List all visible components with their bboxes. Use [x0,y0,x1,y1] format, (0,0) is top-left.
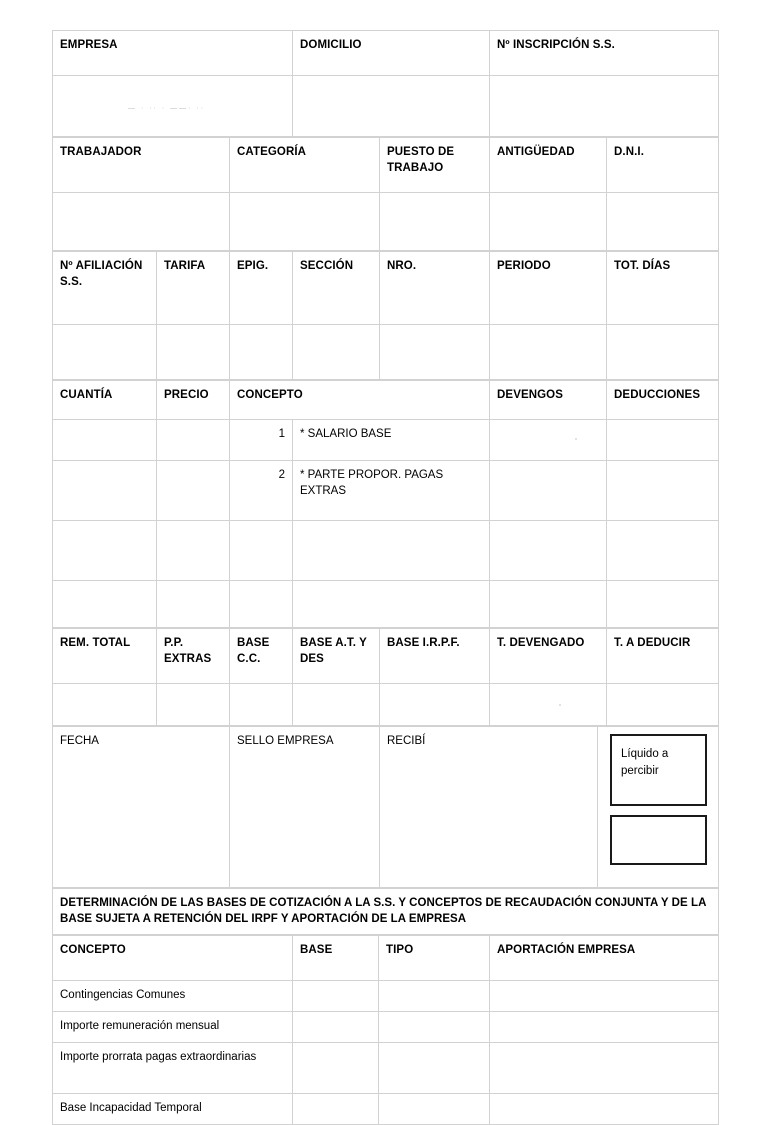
scan-artifact-text: — · ·· · ——· ·· [128,105,206,112]
precio-cell[interactable] [157,420,230,461]
contribution-row [53,1011,719,1042]
contrib-tipo-cell[interactable] [379,1093,490,1124]
base-irpf-label: BASE I.R.P.F. [380,629,490,684]
base-cc-label: BASE C.C. [230,629,293,684]
contrib-aportacion-empresa-header: APORTACIÓN EMPRESA [490,935,719,980]
company-value-row [53,76,719,137]
declaration-text: DETERMINACIÓN DE LAS BASES DE COTIZACIÓN A LA S.S. Y CONCEPTOS DE RECAUDACIÓN CONJUNTA Y DE LA BASE SUJETA A RETENCIÓN DEL IRPF Y APORTACIÓN DE LA EMPRESA [53,889,719,935]
contrib-concepto-cell: Base Incapacidad Temporal [53,1093,293,1124]
antiguedad-field[interactable] [490,193,607,251]
affiliation-header-row [53,252,719,325]
contributions-table [52,935,719,1125]
contrib-tipo-cell[interactable] [379,1042,490,1093]
num-afiliacion-ss-field[interactable] [53,325,157,380]
declaration-row [53,889,719,935]
contributions-header-row [53,935,719,980]
concept-line-number [230,521,293,581]
categoria-label: CATEGORÍA [230,138,380,193]
domicilio-field[interactable] [293,76,490,137]
periodo-label: PERIODO [490,252,607,325]
total-devengado-field[interactable] [490,684,607,726]
devengos-cell[interactable] [490,581,607,628]
concept-description: * SALARIO BASE [293,420,490,461]
cuantia-cell[interactable] [53,521,157,581]
base-at-y-des-field[interactable] [293,684,380,726]
antiguedad-label: ANTIGÜEDAD [490,138,607,193]
contrib-concepto-header: CONCEPTO [53,935,293,980]
affiliation-value-row [53,325,719,380]
concept-row [53,420,719,461]
pp-extras-label: P.P. EXTRAS [157,629,230,684]
devengos-cell[interactable] [490,461,607,521]
deducciones-cell[interactable] [607,420,719,461]
contrib-concepto-cell: Contingencias Comunes [53,980,293,1011]
worker-value-row [53,193,719,251]
liquido-a-percibir-box [610,734,707,806]
payroll-sheet [52,30,718,1125]
tot-dias-field[interactable] [607,325,719,380]
declaration-table [52,888,719,935]
contribution-row [53,980,719,1011]
num-afiliacion-ss-label: Nº AFILIACIÓN S.S. [53,252,157,325]
contrib-base-cell[interactable] [293,1093,379,1124]
concept-row [53,521,719,581]
contrib-concepto-cell: Importe prorrata pagas extraordinarias [53,1042,293,1093]
puesto-de-trabajo-label: PUESTO DE TRABAJO [380,138,490,193]
contrib-base-header: BASE [293,935,379,980]
total-devengado-label: T. DEVENGADO [490,629,607,684]
contrib-aportacion-cell[interactable] [490,1093,719,1124]
concept-description[interactable] [293,521,490,581]
concept-row [53,581,719,628]
contrib-base-cell[interactable] [293,1011,379,1042]
empresa-label: EMPRESA [53,31,293,76]
contribution-row [53,1042,719,1093]
epigrafe-field[interactable] [230,325,293,380]
deducciones-header: DEDUCCIONES [607,381,719,420]
totals-table [52,628,719,726]
total-a-deducir-label: T. A DEDUCIR [607,629,719,684]
contrib-aportacion-cell[interactable] [490,1011,719,1042]
dni-field[interactable] [607,193,719,251]
contrib-aportacion-cell[interactable] [490,1042,719,1093]
cuantia-cell[interactable] [53,420,157,461]
puesto-de-trabajo-field[interactable] [380,193,490,251]
totals-header-row [53,629,719,684]
rem-total-field[interactable] [53,684,157,726]
precio-cell[interactable] [157,461,230,521]
contrib-tipo-cell[interactable] [379,980,490,1011]
scan-speck [559,704,561,706]
precio-cell[interactable] [157,521,230,581]
liquido-a-percibir-label: Líquido a percibir [621,748,669,777]
concepts-header-row [53,381,719,420]
tarifa-label: TARIFA [157,252,230,325]
seccion-label: SECCIÓN [293,252,380,325]
recibi-label[interactable]: RECIBÍ [380,727,598,888]
num-inscripcion-ss-field[interactable] [490,76,719,137]
devengos-cell[interactable] [490,521,607,581]
rem-total-label: REM. TOTAL [53,629,157,684]
cuantia-cell[interactable] [53,461,157,521]
sello-empresa-label[interactable]: SELLO EMPRESA [230,727,380,888]
liquido-a-percibir-amount-box[interactable] [610,815,707,865]
trabajador-field[interactable] [53,193,230,251]
epigrafe-label: EPIG. [230,252,293,325]
contrib-base-cell[interactable] [293,980,379,1011]
deducciones-cell[interactable] [607,581,719,628]
num-inscripcion-ss-label: Nº INSCRIPCIÓN S.S. [490,31,719,76]
base-at-y-des-label: BASE A.T. Y DES [293,629,380,684]
deducciones-cell[interactable] [607,521,719,581]
concept-description: * PARTE PROPOR. PAGAS EXTRAS [293,461,490,521]
periodo-field[interactable] [490,325,607,380]
concept-line-number: 2 [230,461,293,521]
contrib-aportacion-cell[interactable] [490,980,719,1011]
company-header-row [53,31,719,76]
company-section-table [52,30,719,137]
empresa-field[interactable] [53,76,293,137]
contrib-concepto-cell: Importe remuneración mensual [53,1011,293,1042]
categoria-field[interactable] [230,193,380,251]
worker-header-row [53,138,719,193]
tot-dias-label: TOT. DÍAS [607,252,719,325]
nro-field[interactable] [380,325,490,380]
tarifa-field[interactable] [157,325,230,380]
scan-speck [575,438,577,440]
cuantia-header: CUANTÍA [53,381,157,420]
total-a-deducir-field[interactable] [607,684,719,726]
dni-label: D.N.I. [607,138,719,193]
devengos-header: DEVENGOS [490,381,607,420]
concepto-header: CONCEPTO [230,381,490,420]
contribution-row [53,1093,719,1124]
contrib-tipo-header: TIPO [379,935,490,980]
concept-line-number: 1 [230,420,293,461]
fecha-label[interactable]: FECHA [53,727,230,888]
cuantia-cell[interactable] [53,581,157,628]
totals-value-row [53,684,719,726]
affiliation-section-table [52,251,719,380]
deducciones-cell[interactable] [607,461,719,521]
seccion-field[interactable] [293,325,380,380]
devengos-cell[interactable] [490,420,607,461]
concept-description[interactable] [293,581,490,628]
signature-row [53,727,719,888]
base-irpf-field[interactable] [380,684,490,726]
precio-header: PRECIO [157,381,230,420]
nro-label: NRO. [380,252,490,325]
concept-row [53,461,719,521]
base-cc-field[interactable] [230,684,293,726]
contrib-base-cell[interactable] [293,1042,379,1093]
signature-table [52,726,719,888]
contrib-tipo-cell[interactable] [379,1011,490,1042]
precio-cell[interactable] [157,581,230,628]
pp-extras-field[interactable] [157,684,230,726]
concepts-table [52,380,719,628]
liquido-a-percibir-cell [598,727,719,888]
worker-section-table [52,137,719,251]
domicilio-label: DOMICILIO [293,31,490,76]
concept-line-number [230,581,293,628]
trabajador-label: TRABAJADOR [53,138,230,193]
